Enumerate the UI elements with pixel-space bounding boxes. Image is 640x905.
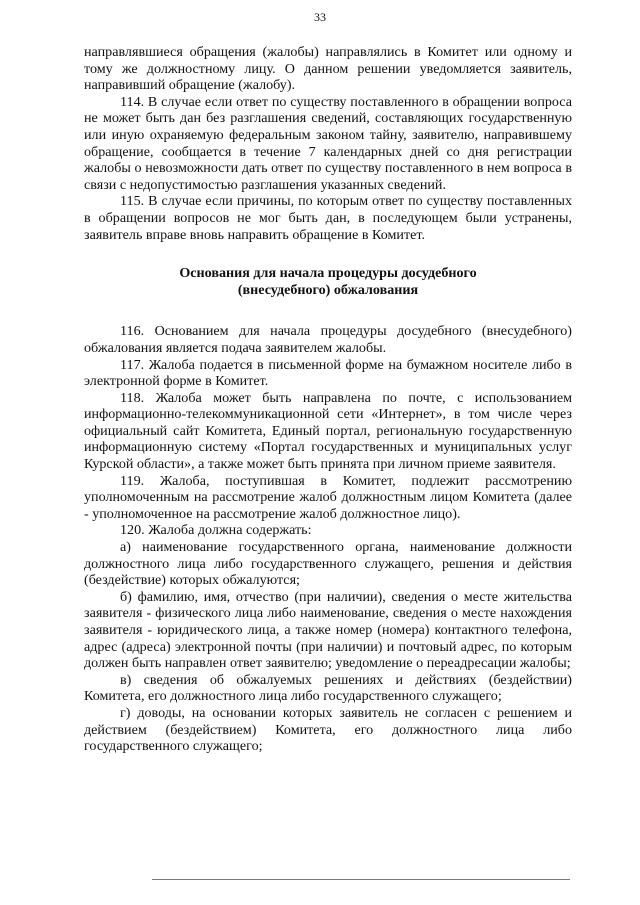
paragraph-115: 115. В случае если причины, по которым ответ по существу поставленных в обращении вопросов не мог быть дан, в последующем были устранены, заявитель вправе вновь направить обращение в Комитет.: [84, 193, 572, 243]
paragraph-120-v: в) сведения об обжалуемых решениях и действиях (бездействии) Комитета, его должностного лица либо государственного служащего;: [84, 671, 572, 705]
paragraph-120: 120. Жалоба должна содержать:: [120, 522, 312, 539]
section-heading-line-2: (внесудебного) обжалования: [237, 281, 419, 298]
paragraph-117: 117. Жалоба подается в письменной форме на бумажном носителе либо в электронной форме в Комитет.: [84, 356, 572, 390]
paragraph-119: 119. Жалоба, поступившая в Комитет, подлежит рассмотрению уполномоченным на рассмотрение жалоб должностным лицом Комитета (далее - уполномоченное на рассмотрение жалоб должностное лицо).: [84, 472, 572, 522]
paragraph-120-a: а) наименование государственного органа, наименование должности должностного лица либо государственного служащего, решения и действия (бездействие) которых обжалуются;: [84, 539, 572, 589]
footer-rule: [152, 879, 570, 880]
paragraph-120-g: г) доводы, на основании которых заявитель не согласен с решением и действием (бездействием) Комитета, его должностного лица либо государственного служащего;: [84, 704, 572, 755]
paragraph-120-b: б) фамилию, имя, отчество (при наличии), сведения о месте жительства заявителя - физического лица либо наименование, сведения о месте нахождения заявителя - юридического лица, а также номер (номера) контактного телефона, адрес (адреса) электронной почты (при наличии) и почтовый адрес, по которым должен быть направлен ответ заявителю; уведомление о переадресации жалобы;: [84, 588, 572, 672]
paragraph-118: 118. Жалоба может быть направлена по почте, с использованием информационно-телекоммуникационной сети «Интернет», в том числе через официальный сайт Комитета, Единый портал, региональную государственную информационную систему «Портал государственных и муниципальных услуг Курской области», а также может быть принята при личном приеме заявителя.: [84, 389, 572, 473]
document-body: [84, 44, 572, 755]
paragraph-116: 116. Основанием для начала процедуры досудебного (внесудебного) обжалования является подача заявителем жалобы.: [84, 323, 572, 356]
paragraph-continued: направлявшиеся обращения (жалобы) направлялись в Комитет или одному и тому же должностному лицу. О данном решении уведомляется заявитель, направивший обращение (жалобу).: [84, 44, 572, 94]
page-number: 33: [314, 10, 326, 24]
section-heading: [84, 265, 572, 298]
section-heading-line-1: Основания для начала процедуры досудебного: [179, 265, 477, 282]
paragraph-114: 114. В случае если ответ по существу поставленного в обращении вопроса не может быть дан без разглашения сведений, составляющих государственную или иную охраняемую федеральным законом тайну, заявителю, направившему обращение, сообщается в течение 7 календарных дней со дня регистрации жалобы о невозможности дать ответ по существу поставленного в нем вопроса в связи с недопустимостью разглашения указанных сведений.: [84, 93, 572, 193]
